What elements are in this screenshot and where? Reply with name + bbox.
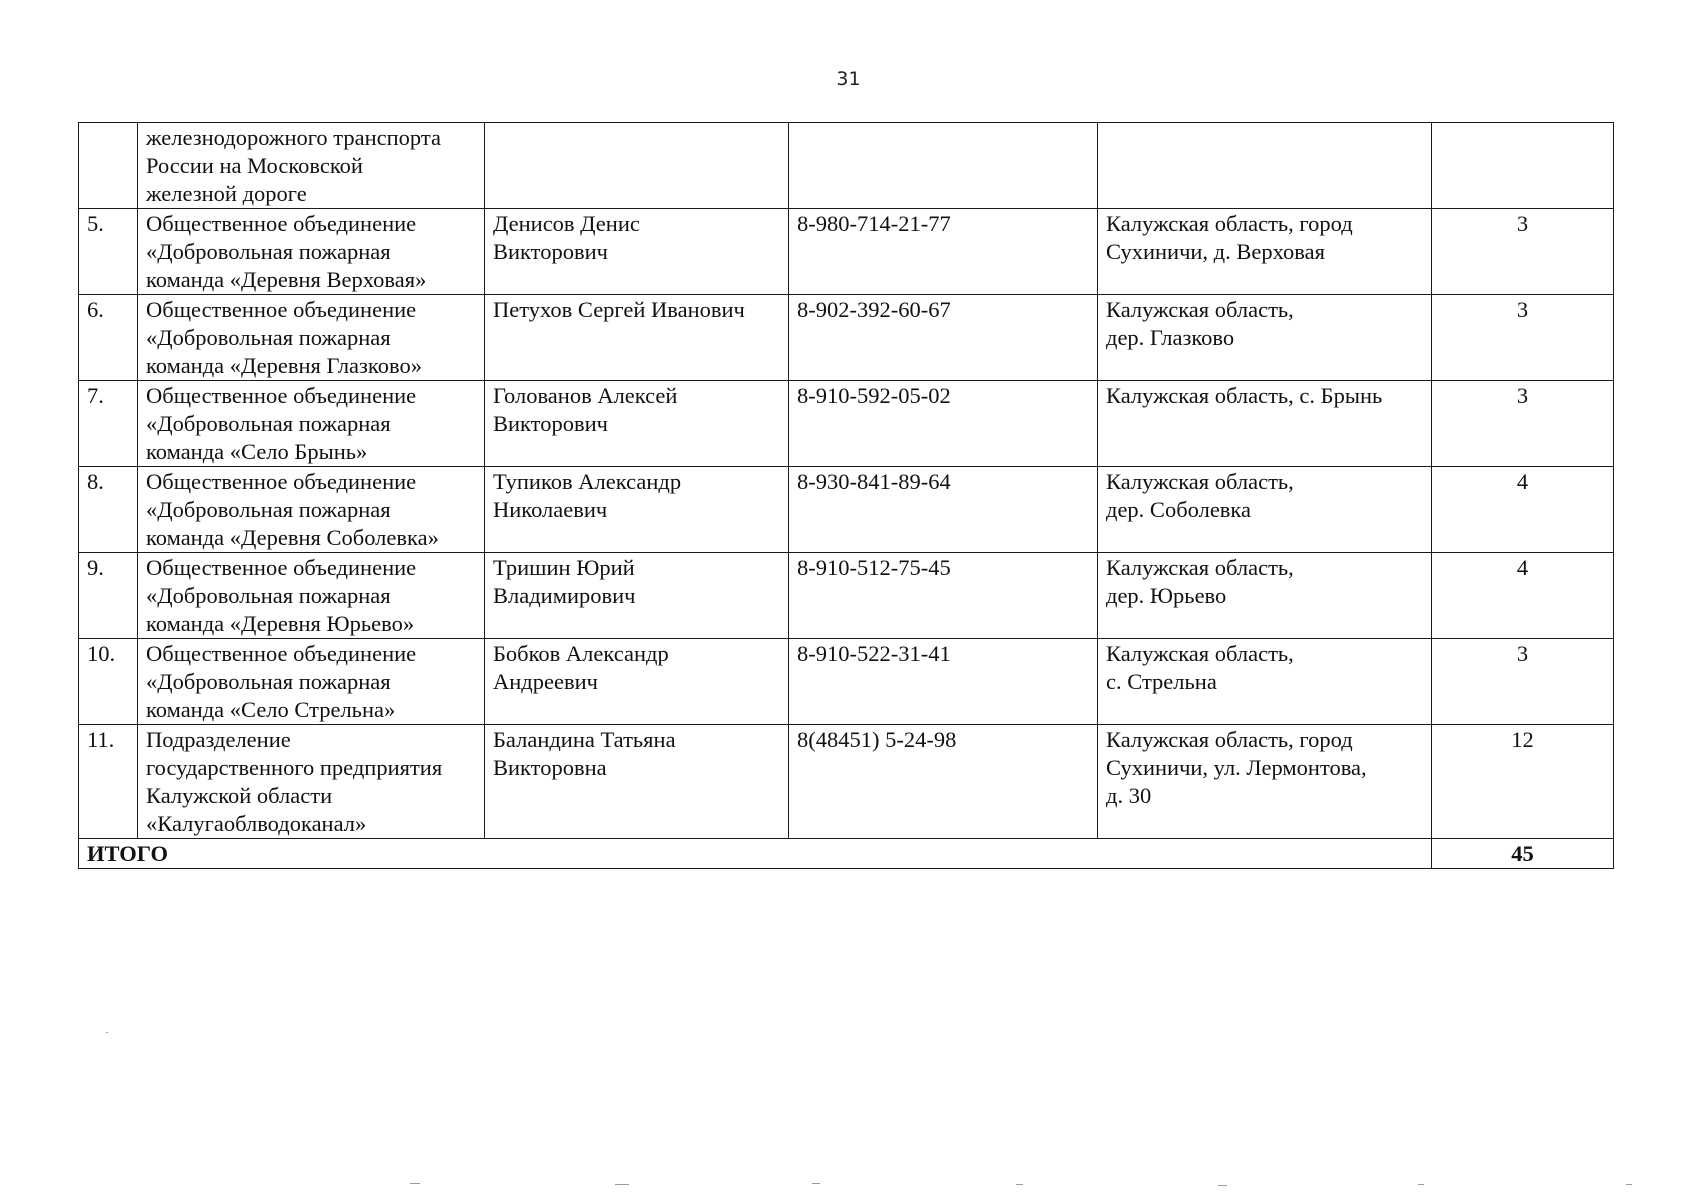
row-number-cell: 5. [79, 209, 138, 295]
table-row-continuation [79, 123, 1614, 209]
organization-name-cell [138, 381, 485, 467]
count-cell: 3 [1432, 381, 1614, 467]
address-line: Сухиничи, ул. Лермонтова, [1106, 755, 1367, 780]
phone-cell: 8-902-392-60-67 [789, 295, 1098, 381]
scan-speck [1418, 1184, 1424, 1185]
scan-speck [615, 1184, 629, 1185]
table-row [79, 553, 1614, 639]
count-cell: 12 [1432, 725, 1614, 839]
organization-name-line: «Калугаоблводоканал» [146, 811, 367, 836]
organizations-table [78, 122, 1614, 869]
count-cell: 3 [1432, 209, 1614, 295]
address-line: дер. Глазково [1106, 325, 1235, 350]
organization-name-line: Общественное объединение [146, 383, 417, 408]
organization-name-line: Общественное объединение [146, 641, 417, 666]
phone-cell [789, 123, 1098, 209]
organization-name-line: «Добровольная пожарная [146, 325, 391, 350]
address-cell [1098, 639, 1432, 725]
phone-cell: 8-930-841-89-64 [789, 467, 1098, 553]
head-name-cell [485, 639, 789, 725]
address-line: Калужская область, город [1106, 727, 1353, 752]
address-line: Калужская область, с. Брынь [1106, 383, 1383, 408]
organization-name-line: Общественное объединение [146, 555, 417, 580]
organization-name-cell [138, 295, 485, 381]
address-cell [1098, 209, 1432, 295]
address-cell [1098, 381, 1432, 467]
head-name-line: Андреевич [493, 669, 598, 694]
organization-name-line: команда «Деревня Глазково» [146, 353, 422, 378]
organization-name-line: «Добровольная пожарная [146, 583, 391, 608]
total-label: ИТОГО [79, 839, 1432, 869]
phone-cell: 8-910-522-31-41 [789, 639, 1098, 725]
row-number-cell: 10. [79, 639, 138, 725]
organization-name-line: команда «Деревня Верховая» [146, 267, 427, 292]
phone-cell: 8-980-714-21-77 [789, 209, 1098, 295]
address-cell [1098, 467, 1432, 553]
address-line: с. Стрельна [1106, 669, 1217, 694]
page-number: 31 [836, 68, 861, 90]
organization-name-line: команда «Село Брынь» [146, 439, 368, 464]
row-number-cell: 6. [79, 295, 138, 381]
head-name-line: Денисов Денис [493, 211, 640, 236]
head-name-line: Голованов Алексей [493, 383, 678, 408]
address-cell [1098, 123, 1432, 209]
organization-name-line: Калужской области [146, 783, 333, 808]
count-cell [1432, 123, 1614, 209]
row-number-cell: 11. [79, 725, 138, 839]
organization-name-line: Общественное объединение [146, 211, 417, 236]
scan-speck [106, 1032, 108, 1033]
head-name-cell [485, 295, 789, 381]
total-section [79, 839, 1614, 869]
head-name-cell [485, 381, 789, 467]
head-name-line: Викторович [493, 239, 608, 264]
scan-speck [1626, 1184, 1632, 1185]
phone-cell: 8-910-592-05-02 [789, 381, 1098, 467]
row-number-cell: 7. [79, 381, 138, 467]
scan-speck [1218, 1185, 1227, 1186]
organization-name-cell [138, 639, 485, 725]
total-value: 45 [1432, 839, 1614, 869]
organization-name-cell [138, 467, 485, 553]
count-cell: 3 [1432, 639, 1614, 725]
scan-speck [812, 1183, 820, 1184]
row-number-cell [79, 123, 138, 209]
table-row [79, 381, 1614, 467]
address-line: Калужская область, [1106, 469, 1294, 494]
head-name-line: Петухов Сергей Иванович [493, 297, 745, 322]
table-row [79, 725, 1614, 839]
head-name-cell [485, 123, 789, 209]
address-line: д. 30 [1106, 783, 1152, 808]
organization-name-line: «Добровольная пожарная [146, 239, 391, 264]
table-row [79, 467, 1614, 553]
head-name-cell [485, 553, 789, 639]
organization-name-line: команда «Деревня Юрьево» [146, 611, 415, 636]
organization-name-line: железнодорожного транспорта [146, 125, 441, 150]
organization-name-line: Общественное объединение [146, 297, 417, 322]
organization-name-line: команда «Деревня Соболевка» [146, 525, 439, 550]
organization-name-line: России на Московской [146, 153, 363, 178]
table-row [79, 639, 1614, 725]
table-body [79, 123, 1614, 839]
address-line: Калужская область, город [1106, 211, 1353, 236]
head-name-line: Тупиков Александр [493, 469, 682, 494]
head-name-cell [485, 209, 789, 295]
head-name-line: Баландина Татьяна [493, 727, 676, 752]
head-name-line: Бобков Александр [493, 641, 669, 666]
organization-name-cell [138, 725, 485, 839]
table-row [79, 209, 1614, 295]
address-line: Калужская область, [1106, 641, 1294, 666]
count-cell: 3 [1432, 295, 1614, 381]
address-line: Калужская область, [1106, 555, 1294, 580]
head-name-line: Тришин Юрий [493, 555, 635, 580]
address-cell [1098, 553, 1432, 639]
head-name-line: Владимирович [493, 583, 636, 608]
organization-name-line: «Добровольная пожарная [146, 411, 391, 436]
organization-name-line: «Добровольная пожарная [146, 669, 391, 694]
row-number-cell: 9. [79, 553, 138, 639]
phone-cell: 8(48451) 5-24-98 [789, 725, 1098, 839]
scan-speck [1016, 1184, 1023, 1185]
address-line: Калужская область, [1106, 297, 1294, 322]
phone-cell: 8-910-512-75-45 [789, 553, 1098, 639]
organization-name-line: «Добровольная пожарная [146, 497, 391, 522]
organization-name-cell [138, 123, 485, 209]
row-number-cell: 8. [79, 467, 138, 553]
organization-name-line: команда «Село Стрельна» [146, 697, 396, 722]
organization-name-line: государственного предприятия [146, 755, 443, 780]
organization-name-cell [138, 209, 485, 295]
head-name-line: Николаевич [493, 497, 608, 522]
organization-name-line: Подразделение [146, 727, 291, 752]
address-line: Сухиничи, д. Верховая [1106, 239, 1325, 264]
organization-name-line: Общественное объединение [146, 469, 417, 494]
scan-speck [410, 1183, 420, 1184]
head-name-cell [485, 467, 789, 553]
address-cell [1098, 725, 1432, 839]
head-name-line: Викторовна [493, 755, 607, 780]
organization-name-line: железной дороге [146, 181, 307, 206]
head-name-line: Викторович [493, 411, 608, 436]
count-cell: 4 [1432, 467, 1614, 553]
table-row [79, 295, 1614, 381]
address-line: дер. Соболевка [1106, 497, 1252, 522]
organization-name-cell [138, 553, 485, 639]
count-cell: 4 [1432, 553, 1614, 639]
address-line: дер. Юрьево [1106, 583, 1227, 608]
address-cell [1098, 295, 1432, 381]
head-name-cell [485, 725, 789, 839]
total-row [79, 839, 1614, 869]
